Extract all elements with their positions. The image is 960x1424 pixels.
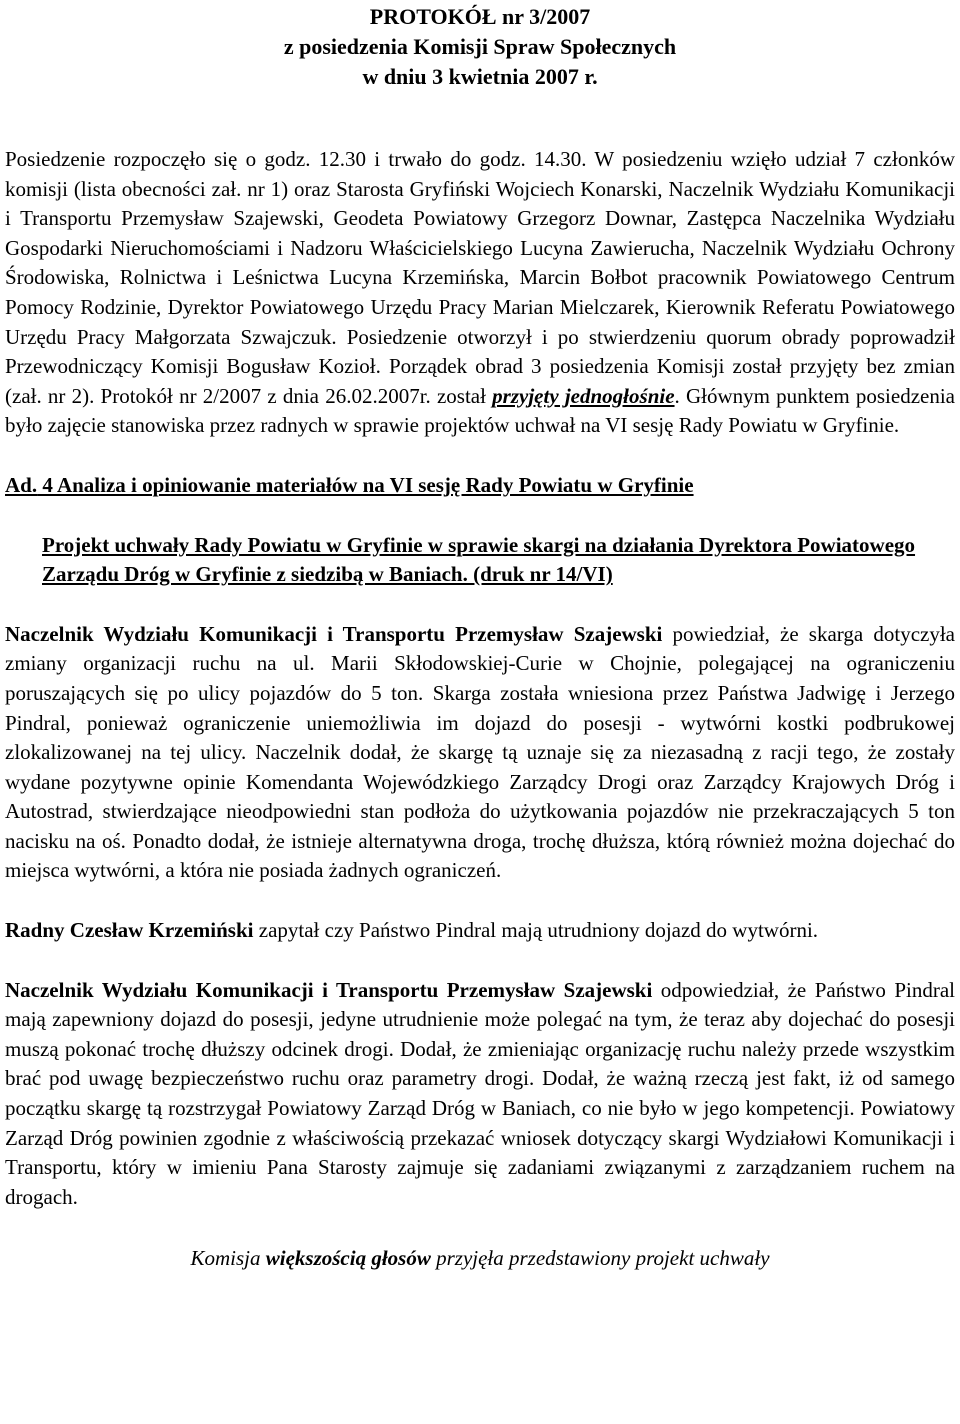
intro-text-2: . Głównym punktem posiedzenia było zajęcie stanowiska przez radnych w sprawie projektów uchwał na VI sesję Rady Powiatu w Gryfinie.	[5, 383, 955, 438]
item-1-number	[5, 531, 42, 561]
intro-paragraph	[5, 145, 955, 441]
speaker-szajewski-2: Naczelnik Wydziału Komunikacji i Transportu Przemysław Szajewski	[5, 977, 653, 1002]
conclusion	[5, 1244, 955, 1274]
speaker-krzeminski: Radny Czesław Krzemiński	[5, 918, 254, 943]
title-line-3: w dniu 3 kwietnia 2007 r.	[362, 64, 598, 89]
item-1-heading	[5, 531, 955, 590]
document-title	[5, 2, 955, 92]
paragraph-szajewski-1	[5, 620, 955, 886]
speaker-szajewski-1: Naczelnik Wydziału Komunikacji i Transportu Przemysław Szajewski	[5, 621, 663, 646]
title-line-2: z posiedzenia Komisji Spraw Społecznych	[283, 34, 677, 59]
conclusion-pre: Komisja	[190, 1246, 266, 1271]
intro-text-1: Posiedzenie rozpoczęło się o godz. 12.30 i trwało do godz. 14.30. W posiedzeniu wzięło udział 7 członków komisji (lista obecności zał. nr 1) oraz Starosta Gryfiński Wojciech Konarski, Naczelnik Wydziału Komunikacji i Transportu Przemysław Szajewski, Geodeta Powiatowy Grzegorz Downar, Zastępca Naczelnika Wydziału Gospodarki Nieruchomościami i Nadzoru Właścicielskiego Lucyna Zawierucha, Naczelnik Wydziału Ochrony Środowiska, Rolnictwa i Leśnictwa Lucyna Krzemińska, Marcin Bołbot pracownik Powiatowego Centrum Pomocy Rodzinie, Dyrektor Powiatowego Urzędu Pracy Marian Mielczarek, Kierownik Referatu Powiatowego Urzędu Pracy Małgorzata Szwajczuk. Posiedzenie otworzył i po stwierdzeniu quorum obrady poprowadził Przewodniczący Komisji Bogusław Kozioł. Porządek obrad 3 posiedzenia Komisji został przyjęty bez zmian (zał. nr 2). Protokół nr 2/2007 z dnia 26.02.2007r. został	[5, 147, 955, 408]
intro-emphasis: przyjęty jednogłośnie	[492, 383, 675, 408]
paragraph-krzeminski-text: zapytał czy Państwo Pindral mają utrudniony dojazd do wytwórni.	[253, 918, 819, 943]
title-line-1: PROTOKÓŁ nr 3/2007	[369, 4, 591, 29]
paragraph-szajewski-1-text: powiedział, że skarga dotyczyła zmiany organizacji ruchu na ul. Marii Skłodowskiej-Curie w Chojnie, polegającej na ograniczeniu poruszających się po ulicy pojazdów do 5 ton. Skarga została wniesiona przez Państwa Jadwigę i Jerzego Pindral, ponieważ ograniczenie uniemożliwia im dojazd do posesji - wytwórni kostki podbrukowej zlokalizowanej na tej ulicy. Naczelnik dodał, że skargę tą uznaje się za niezasadną z racji tego, że zostały wydane pozytywne opinie Komendanta Wojewódzkiego Zarządcy Drogi oraz Zarządcy Krajowych Dróg i Autostrad, stwierdzające nieodpowiedni stan podłoża do użytkowania pojazdów nie przekraczających 5 ton nacisku na oś. Ponadto dodał, że istnieje alternatywna droga, trochę dłuższa, którą również można dojechać do miejsca wytwórni, a która nie posiada żadnych ograniczeń.	[5, 621, 955, 883]
agenda-ad-label: Ad.	[5, 472, 38, 497]
conclusion-emphasis: większością głosów	[265, 1246, 431, 1271]
paragraph-krzeminski	[5, 916, 955, 946]
agenda-heading	[5, 471, 955, 501]
conclusion-post: przyjęła przedstawiony projekt uchwały	[430, 1246, 770, 1271]
paragraph-szajewski-2-text: odpowiedział, że Państwo Pindral mają zapewniony dojazd do posesji, jedyne utrudnienie może polegać na tym, że teraz aby dojechać do posesji muszą pokonać trochę dłuższy odcinek drogi. Dodał, że zmieniając organizację ruchu należy przede wszystkim brać pod uwagę bezpieczeństwo ruchu oraz parametry drogi. Dodał, że ważną rzeczą jest fakt, iż od samego początku skargę tą rozstrzygał Powiatowy Zarząd Dróg w Baniach, co nie było w jego kompetencji. Powiatowy Zarząd Dróg powinien zgodnie z właściwością przekazać wniosek dotyczący skargi Wydziałowi Komunikacji i Transportu, który w imieniu Pana Starosty zajmuje się zadaniami związanymi z zarządzaniem ruchem na drogach.	[5, 977, 956, 1209]
document-page	[5, 0, 955, 1274]
agenda-ad-text: 4 Analiza i opiniowanie materiałów na VI sesję Rady Powiatu w Gryfinie	[37, 472, 694, 497]
paragraph-szajewski-2	[5, 976, 955, 1213]
item-1-text: Projekt uchwały Rady Powiatu w Gryfinie w sprawie skargi na działania Dyrektora Powiatowego Zarządu Dróg w Gryfinie z siedzibą w Baniach. (druk nr 14/VI)	[5, 531, 955, 590]
